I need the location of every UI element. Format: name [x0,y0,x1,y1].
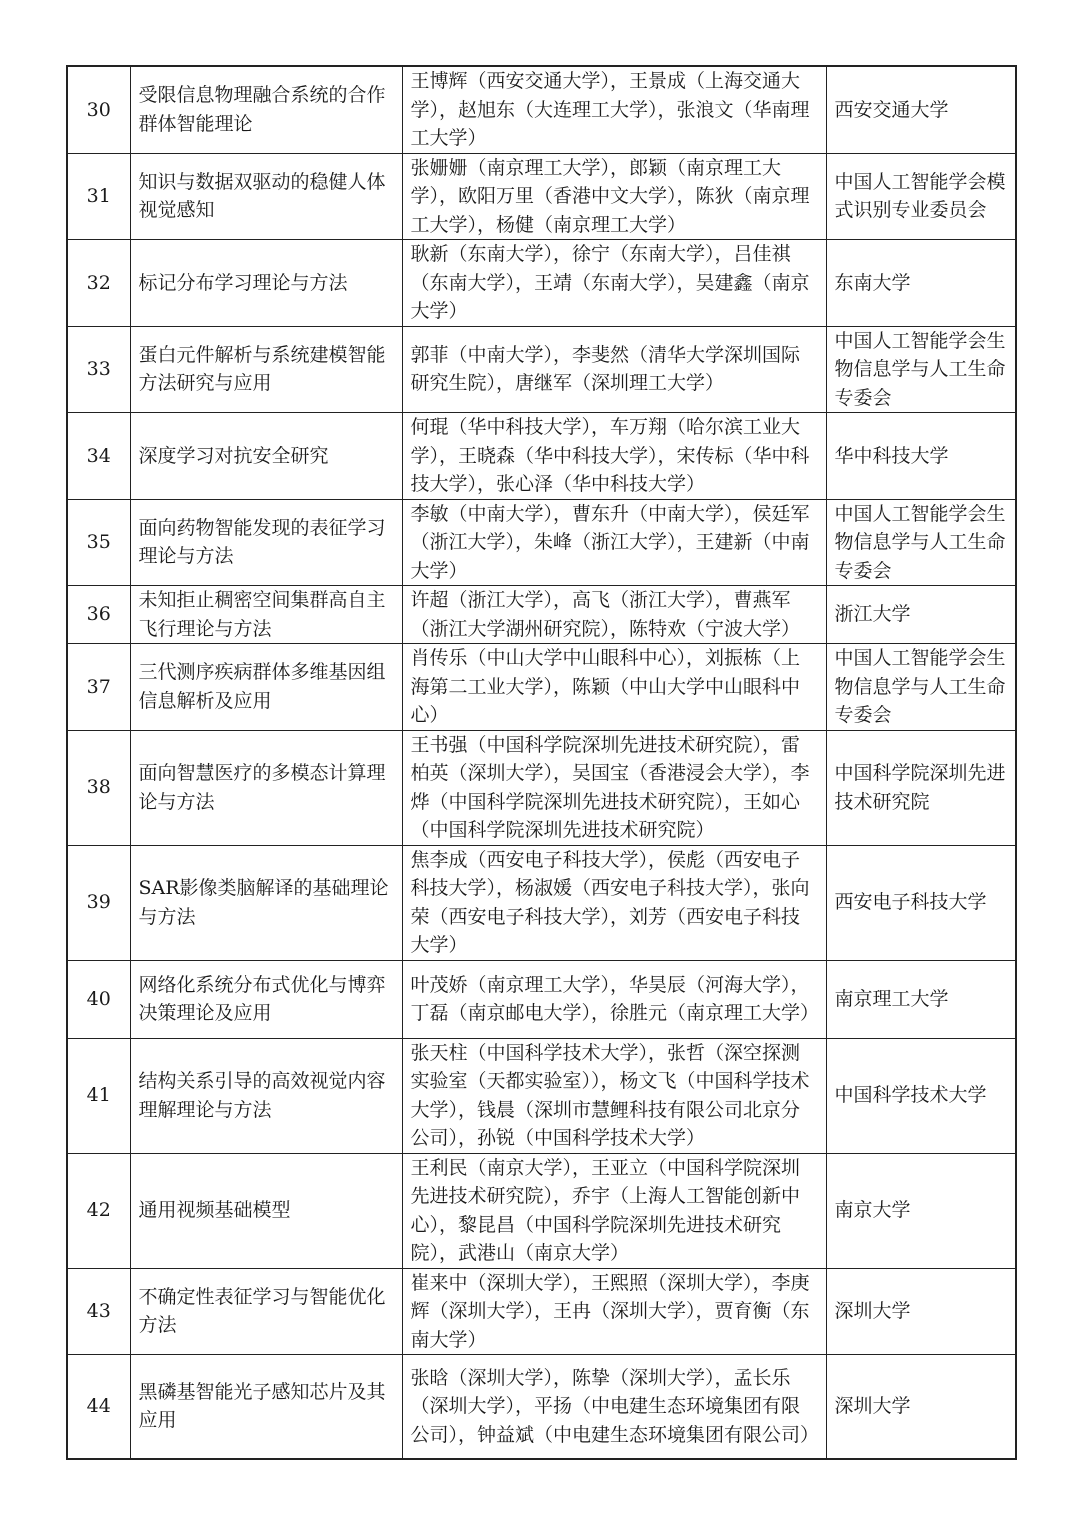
table-row [67,413,1016,500]
row-number: 44 [67,1355,130,1459]
project-title: 三代测序疾病群体多维基因组信息解析及应用 [130,644,402,731]
project-members: 肖传乐（中山大学中山眼科中心），刘振栋（上海第二工业大学），陈颖（中山大学中山眼科中心） [402,644,826,731]
project-members: 王利民（南京大学），王亚立（中国科学院深圳先进技术研究院），乔宇（上海人工智能创新中心），黎昆昌（中国科学院深圳先进技术研究院），武港山（南京大学） [402,1153,826,1268]
table-row [67,240,1016,327]
award-list-page [66,65,1015,1460]
row-number: 42 [67,1153,130,1268]
row-number: 30 [67,66,130,153]
row-number: 34 [67,413,130,500]
project-members: 王书强（中国科学院深圳先进技术研究院），雷柏英（深圳大学），吴国宝（香港浸会大学），李烨（中国科学院深圳先进技术研究院），王如心（中国科学院深圳先进技术研究院） [402,730,826,845]
project-members: 焦李成（西安电子科技大学），侯彪（西安电子科技大学），杨淑媛（西安电子科技大学），张向荣（西安电子科技大学），刘芳（西安电子科技大学） [402,845,826,960]
project-title: 面向药物智能发现的表征学习理论与方法 [130,499,402,586]
project-title: 标记分布学习理论与方法 [130,240,402,327]
project-title: 通用视频基础模型 [130,1153,402,1268]
nominating-organization: 南京大学 [826,1153,1016,1268]
project-title: SAR影像类脑解译的基础理论与方法 [130,845,402,960]
table-row [67,499,1016,586]
project-members: 李敏（中南大学），曹东升（中南大学），侯廷军（浙江大学），朱峰（浙江大学），王建新（中南大学） [402,499,826,586]
table-row [67,730,1016,845]
row-number: 39 [67,845,130,960]
row-number: 35 [67,499,130,586]
project-members: 王博辉（西安交通大学），王景成（上海交通大学），赵旭东（大连理工大学），张浪文（华南理工大学） [402,66,826,153]
project-members: 张晗（深圳大学），陈挚（深圳大学），孟长乐（深圳大学），平扬（中电建生态环境集团有限公司），钟益斌（中电建生态环境集团有限公司） [402,1355,826,1459]
project-title: 受限信息物理融合系统的合作群体智能理论 [130,66,402,153]
project-members: 耿新（东南大学），徐宁（东南大学），吕佳祺（东南大学），王靖（东南大学），吴建鑫（南京大学） [402,240,826,327]
table-row [67,66,1016,153]
nominating-organization: 中国人工智能学会模式识别专业委员会 [826,153,1016,240]
row-number: 37 [67,644,130,731]
table-row [67,644,1016,731]
nominating-organization: 深圳大学 [826,1268,1016,1355]
row-number: 40 [67,960,130,1038]
row-number: 31 [67,153,130,240]
nominating-organization: 中国人工智能学会生物信息学与人工生命专委会 [826,499,1016,586]
table-row [67,1355,1016,1459]
project-title: 黑磷基智能光子感知芯片及其应用 [130,1355,402,1459]
nominating-organization: 中国科学院深圳先进技术研究院 [826,730,1016,845]
nominating-organization: 中国人工智能学会生物信息学与人工生命专委会 [826,326,1016,413]
project-members: 何琨（华中科技大学），车万翔（哈尔滨工业大学），王晓森（华中科技大学），宋传标（华中科技大学），张心泽（华中科技大学） [402,413,826,500]
table-row [67,1153,1016,1268]
project-title: 未知拒止稠密空间集群高自主飞行理论与方法 [130,586,402,644]
project-members: 郭菲（中南大学），李斐然（清华大学深圳国际研究生院），唐继军（深圳理工大学） [402,326,826,413]
project-members: 崔来中（深圳大学），王熙照（深圳大学），李庚辉（深圳大学），王冉（深圳大学），贾育衡（东南大学） [402,1268,826,1355]
row-number: 43 [67,1268,130,1355]
project-title: 蛋白元件解析与系统建模智能方法研究与应用 [130,326,402,413]
project-title: 结构关系引导的高效视觉内容理解理论与方法 [130,1038,402,1153]
row-number: 32 [67,240,130,327]
project-title: 知识与数据双驱动的稳健人体视觉感知 [130,153,402,240]
nominating-organization: 东南大学 [826,240,1016,327]
row-number: 36 [67,586,130,644]
nominating-organization: 华中科技大学 [826,413,1016,500]
nominating-organization: 西安交通大学 [826,66,1016,153]
nominating-organization: 西安电子科技大学 [826,845,1016,960]
table-row [67,960,1016,1038]
nominating-organization: 浙江大学 [826,586,1016,644]
award-table [66,65,1017,1460]
table-row [67,1038,1016,1153]
project-members: 许超（浙江大学），高飞（浙江大学），曹燕军（浙江大学湖州研究院），陈特欢（宁波大学） [402,586,826,644]
row-number: 41 [67,1038,130,1153]
table-row [67,153,1016,240]
project-title: 深度学习对抗安全研究 [130,413,402,500]
nominating-organization: 深圳大学 [826,1355,1016,1459]
row-number: 33 [67,326,130,413]
project-members: 张天柱（中国科学技术大学），张哲（深空探测实验室（天都实验室）），杨文飞（中国科学技术大学），钱晨（深圳市慧鲤科技有限公司北京分公司），孙锐（中国科学技术大学） [402,1038,826,1153]
project-members: 张姗姗（南京理工大学），郎颖（南京理工大学），欧阳万里（香港中文大学），陈狄（南京理工大学），杨健（南京理工大学） [402,153,826,240]
table-row [67,326,1016,413]
row-number: 38 [67,730,130,845]
table-row [67,586,1016,644]
nominating-organization: 中国人工智能学会生物信息学与人工生命专委会 [826,644,1016,731]
project-title: 不确定性表征学习与智能优化方法 [130,1268,402,1355]
project-members: 叶茂娇（南京理工大学），华昊辰（河海大学），丁磊（南京邮电大学），徐胜元（南京理工大学） [402,960,826,1038]
table-row [67,1268,1016,1355]
nominating-organization: 中国科学技术大学 [826,1038,1016,1153]
project-title: 面向智慧医疗的多模态计算理论与方法 [130,730,402,845]
table-row [67,845,1016,960]
project-title: 网络化系统分布式优化与博弈决策理论及应用 [130,960,402,1038]
nominating-organization: 南京理工大学 [826,960,1016,1038]
